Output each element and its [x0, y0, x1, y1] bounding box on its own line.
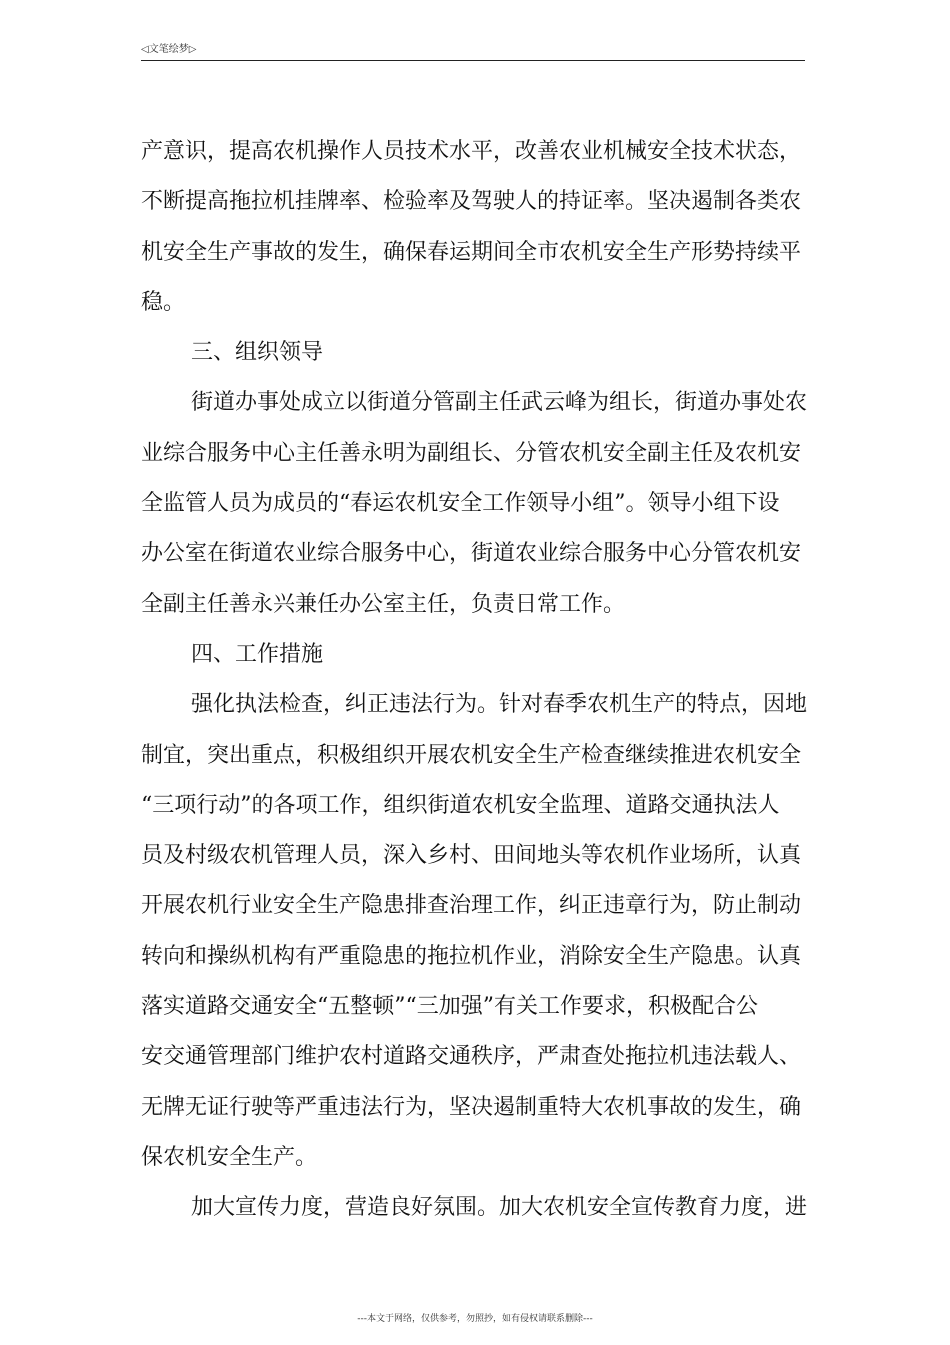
- body-line: 落实道路交通安全“五整顿”“三加强”有关工作要求，积极配合公: [141, 994, 758, 1020]
- body-line: 产意识，提高农机操作人员技术水平，改善农业机械安全技术状态，: [141, 139, 802, 164]
- body-line: 制宜，突出重点，积极组织开展农机安全生产检查继续推进农机安全: [141, 742, 802, 768]
- header-watermark: ◁文笔绘梦▷: [141, 44, 197, 55]
- page-header: [141, 43, 805, 61]
- section-heading: 四、工作措施: [191, 641, 324, 667]
- page-footer: ---本文于网络，仅供参考，勿照抄，如有侵权请联系删除---: [357, 1314, 593, 1324]
- body-line: 业综合服务中心主任善永明为副组长、分管农机安全副主任及农机安: [141, 440, 802, 466]
- section-heading: 三、组织领导: [191, 340, 324, 366]
- body-line: 安交通管理部门维护农村道路交通秩序，严肃查处拖拉机违法载人、: [141, 1044, 802, 1070]
- body-line: 强化执法检查，纠正违法行为。针对春季农机生产的特点，因地: [191, 692, 808, 718]
- body-line: “三项行动”的各项工作，组织街道农机安全监理、道路交通执法人: [141, 792, 780, 818]
- body-line: 办公室在街道农业综合服务中心，街道农业综合服务中心分管农机安: [141, 541, 802, 567]
- body-line: 稳。: [141, 289, 186, 315]
- body-line: 街道办事处成立以街道分管副主任武云峰为组长，街道办事处农: [191, 390, 808, 416]
- body-line: 开展农机行业安全生产隐患排查治理工作，纠正违章行为，防止制动: [141, 893, 802, 919]
- body-line: 加大宣传力度，营造良好氛围。加大农机安全宣传教育力度，进: [191, 1195, 808, 1221]
- body-line: 全监管人员为成员的“春运农机安全工作领导小组”。领导小组下设: [141, 491, 780, 517]
- body-line: 机安全生产事故的发生，确保春运期间全市农机安全生产形势持续平: [141, 239, 802, 265]
- body-line: 不断提高拖拉机挂牌率、检验率及驾驶人的持证率。坚决遏制各类农: [141, 189, 802, 215]
- body-line: 员及村级农机管理人员，深入乡村、田间地头等农机作业场所，认真: [141, 843, 802, 869]
- document-body: [141, 127, 808, 1234]
- body-line: 无牌无证行驶等严重违法行为，坚决遏制重特大农机事故的发生，确: [141, 1094, 802, 1120]
- header-rule: [141, 60, 805, 61]
- body-line: 全副主任善永兴兼任办公室主任，负责日常工作。: [141, 591, 626, 617]
- body-line: 保农机安全生产。: [141, 1144, 318, 1170]
- body-line: 转向和操纵机构有严重隐患的拖拉机作业，消除安全生产隐患。认真: [141, 943, 802, 969]
